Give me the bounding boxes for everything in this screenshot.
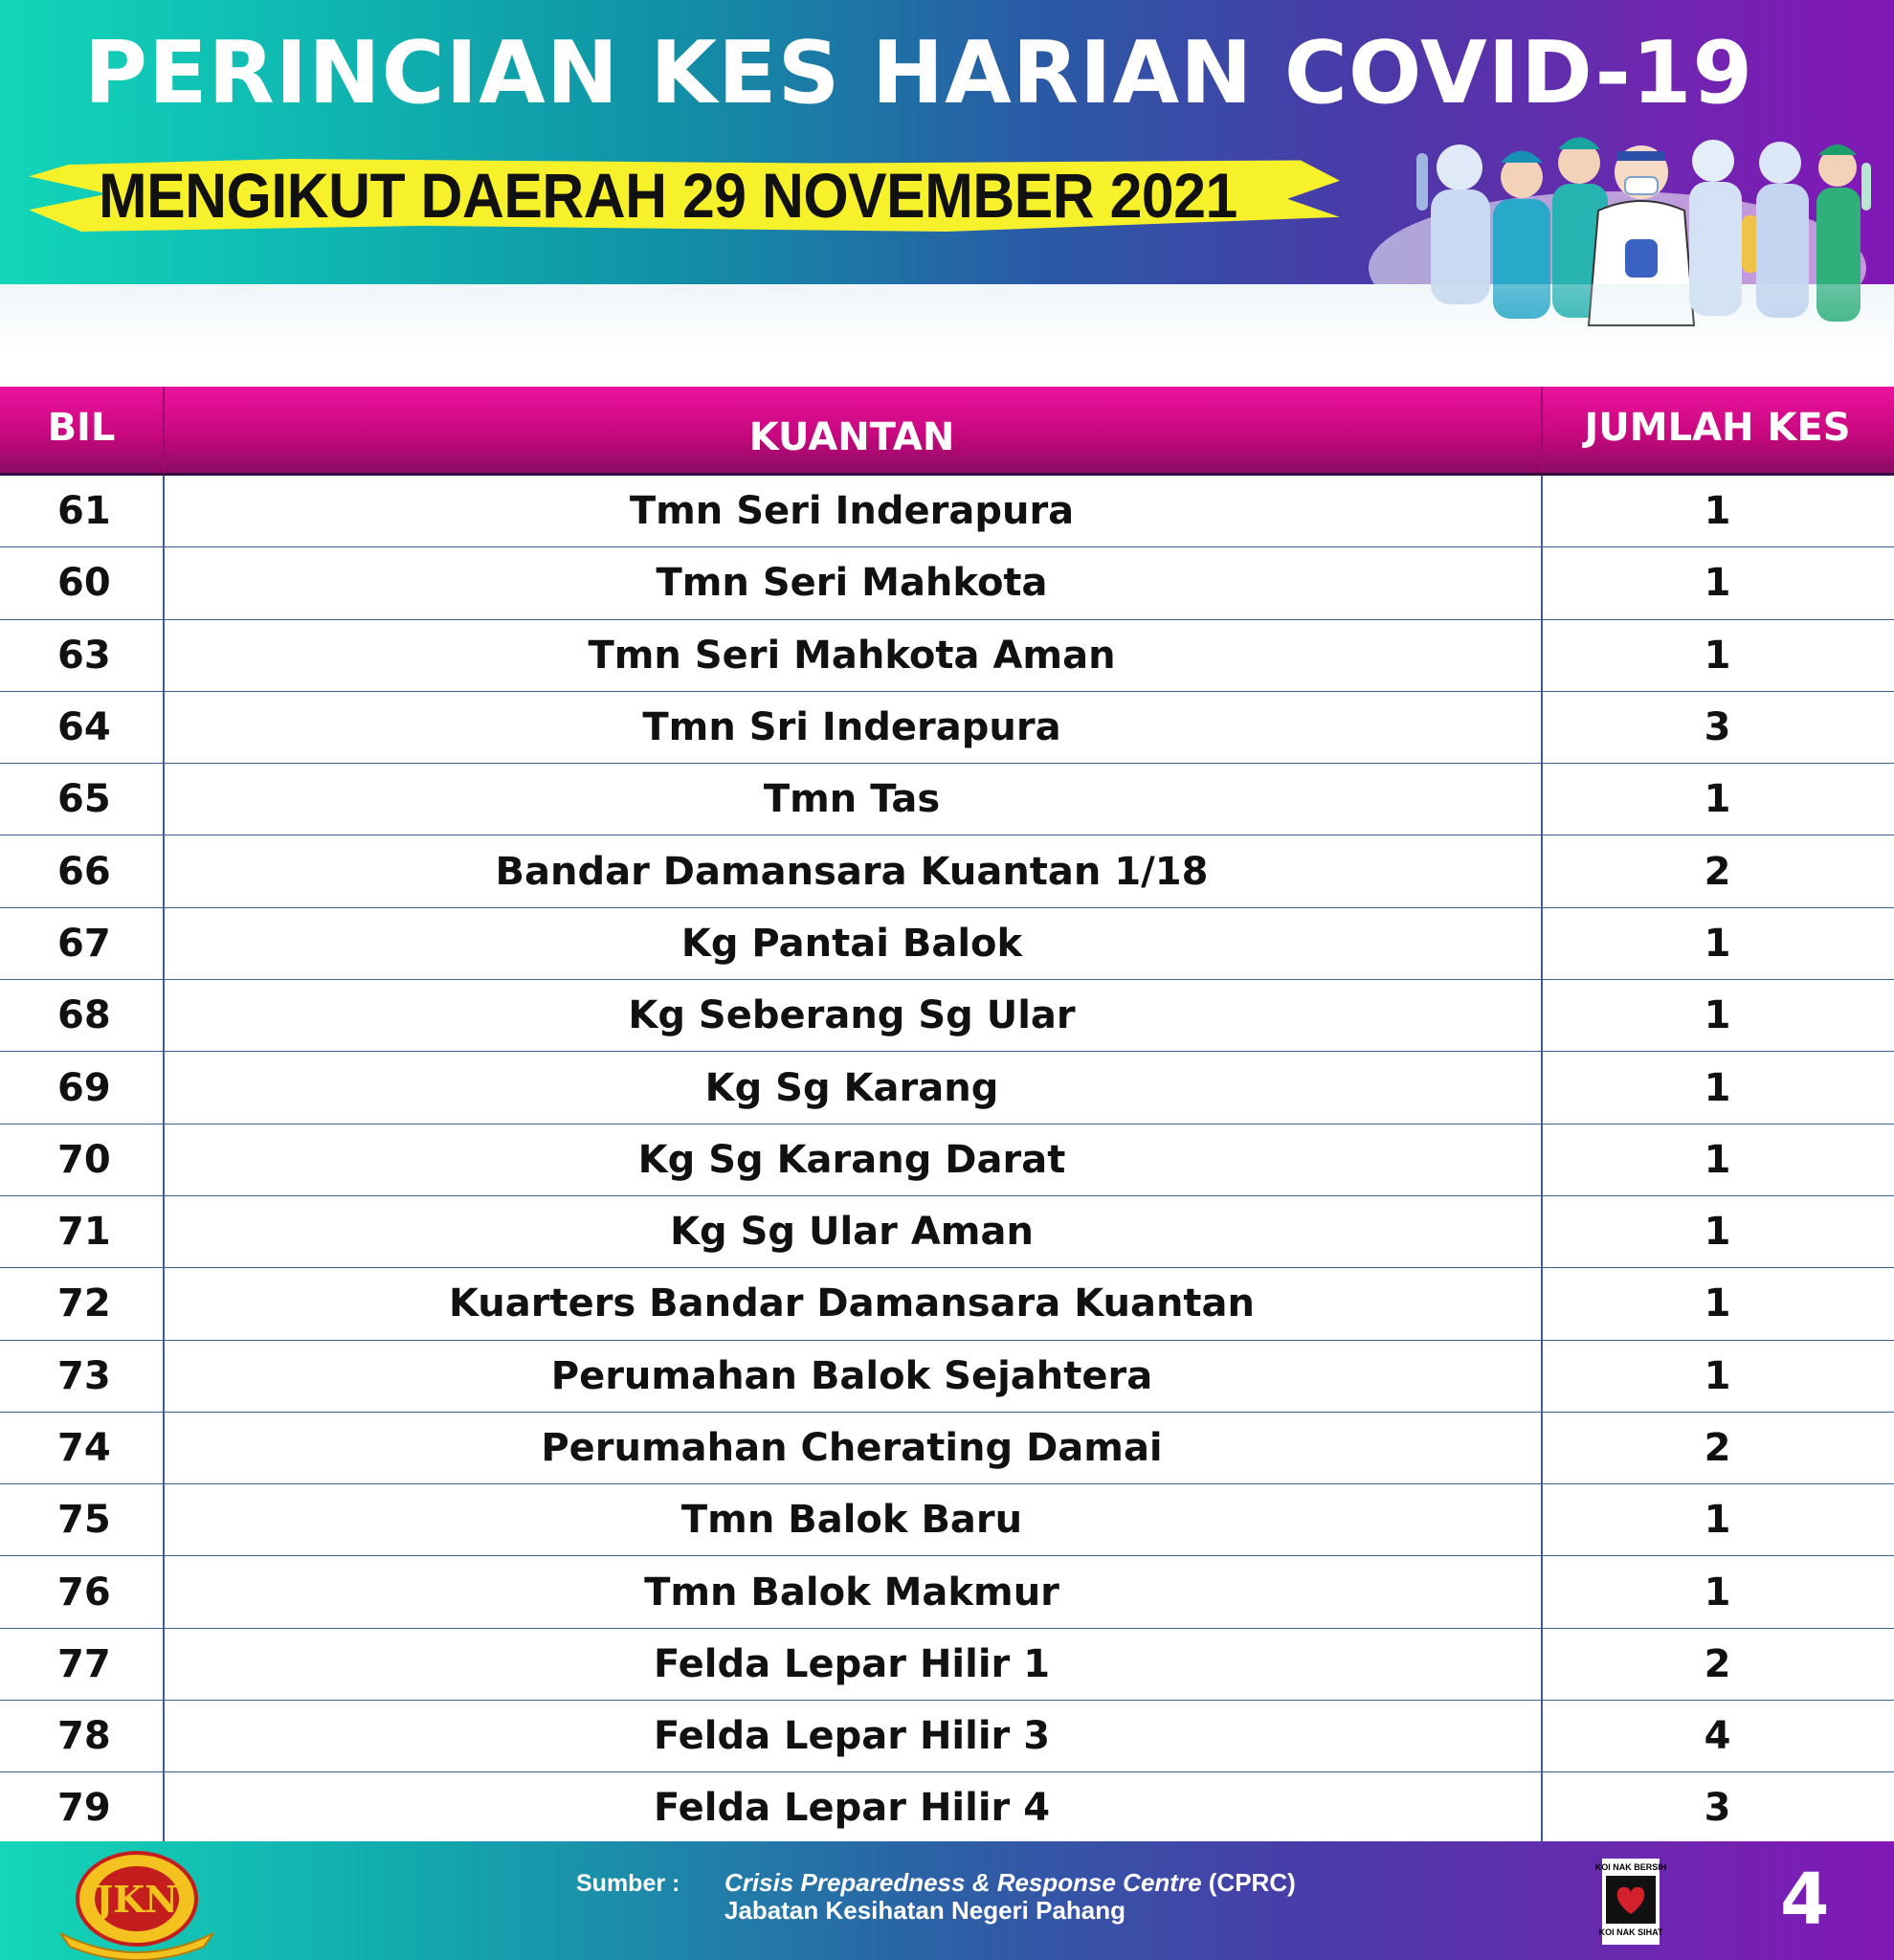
row-location: Perumahan Balok Sejahtera — [550, 1353, 1153, 1398]
table-row — [0, 1629, 1894, 1701]
row-bil: 77 — [57, 1641, 111, 1686]
row-location: Felda Lepar Hilir 3 — [653, 1714, 1051, 1759]
row-location: Tmn Sri Inderapura — [642, 705, 1061, 750]
cases-table — [0, 387, 1894, 1845]
row-cases: 1 — [1704, 921, 1731, 966]
header-jumlah-kes: JUMLAH KES — [1584, 406, 1851, 450]
row-location: Tmn Balok Makmur — [644, 1570, 1059, 1615]
table-row — [0, 1268, 1894, 1340]
row-cases: 1 — [1704, 993, 1731, 1038]
row-location: Tmn Seri Inderapura — [629, 489, 1075, 534]
row-location: Kg Sg Karang — [704, 1065, 999, 1110]
row-cases: 1 — [1704, 1353, 1731, 1398]
source-org — [724, 1868, 1296, 1898]
header-banner — [0, 0, 1894, 284]
row-cases: 1 — [1704, 633, 1731, 678]
row-location: Felda Lepar Hilir 4 — [653, 1786, 1051, 1831]
page-title: PERINCIAN KES HARIAN COVID-19 — [84, 23, 1754, 123]
row-bil: 71 — [57, 1210, 111, 1255]
table-row — [0, 692, 1894, 764]
source-org-abbr: (CPRC) — [1201, 1868, 1296, 1897]
row-bil: 63 — [57, 633, 111, 678]
jkn-logo-lettering: JKN — [96, 1878, 178, 1921]
source-label: Sumber : — [576, 1870, 680, 1897]
row-bil: 73 — [57, 1353, 111, 1398]
source-org-name: Crisis Preparedness & Response Centre — [724, 1868, 1202, 1897]
row-bil: 61 — [57, 489, 111, 534]
table-row — [0, 1413, 1894, 1484]
header-bil: BIL — [47, 406, 116, 450]
table-row — [0, 1484, 1894, 1556]
row-cases: 1 — [1704, 1498, 1731, 1543]
table-row — [0, 1701, 1894, 1772]
row-cases: 2 — [1704, 849, 1731, 894]
row-location: Tmn Tas — [763, 777, 941, 822]
row-cases: 1 — [1704, 777, 1731, 822]
table-header — [0, 387, 1894, 476]
koi-nak-sihat-logo — [1594, 1859, 1667, 1945]
row-cases: 4 — [1704, 1714, 1731, 1759]
row-bil: 79 — [57, 1786, 111, 1831]
table-row — [0, 1196, 1894, 1268]
row-bil: 67 — [57, 921, 111, 966]
footer-bar — [0, 1841, 1894, 1960]
row-location: Kg Seberang Sg Ular — [628, 993, 1076, 1038]
koi-top-text: KOI NAK BERSIH — [1594, 1862, 1667, 1872]
row-cases: 1 — [1704, 1137, 1731, 1182]
row-cases: 3 — [1704, 705, 1731, 750]
table-row — [0, 1341, 1894, 1413]
row-bil: 74 — [57, 1426, 111, 1470]
row-cases: 1 — [1704, 1281, 1731, 1326]
row-cases: 2 — [1704, 1426, 1731, 1470]
row-bil: 60 — [57, 561, 111, 606]
table-row — [0, 908, 1894, 980]
koi-bottom-text: KOI NAK SIHAT — [1598, 1927, 1663, 1937]
row-location: Kg Sg Karang Darat — [637, 1137, 1066, 1182]
row-bil: 65 — [57, 777, 111, 822]
row-bil: 68 — [57, 993, 111, 1038]
table-row — [0, 835, 1894, 907]
row-bil: 69 — [57, 1065, 111, 1110]
row-bil: 70 — [57, 1137, 111, 1182]
jkn-logo — [56, 1849, 218, 1954]
row-location: Felda Lepar Hilir 1 — [653, 1641, 1051, 1686]
row-cases: 1 — [1704, 489, 1731, 534]
header-district: KUANTAN — [748, 415, 955, 459]
row-location: Bandar Damansara Kuantan 1/18 — [495, 849, 1209, 894]
row-cases: 3 — [1704, 1786, 1731, 1831]
table-row — [0, 1772, 1894, 1844]
table-row — [0, 980, 1894, 1052]
row-location: Tmn Seri Mahkota Aman — [588, 633, 1116, 678]
row-cases: 2 — [1704, 1641, 1731, 1686]
table-row — [0, 1125, 1894, 1196]
row-location: Perumahan Cherating Damai — [541, 1426, 1163, 1470]
row-bil: 76 — [57, 1570, 111, 1615]
table-body — [0, 476, 1894, 1845]
table-row — [0, 1052, 1894, 1124]
table-row — [0, 547, 1894, 619]
row-cases: 1 — [1704, 1570, 1731, 1615]
row-cases: 1 — [1704, 1210, 1731, 1255]
row-location: Kg Sg Ular Aman — [670, 1210, 1034, 1255]
page-number: 4 — [1780, 1859, 1830, 1941]
table-row — [0, 620, 1894, 692]
row-location: Tmn Balok Baru — [680, 1498, 1023, 1543]
row-bil: 64 — [57, 705, 111, 750]
row-bil: 66 — [57, 849, 111, 894]
table-row — [0, 476, 1894, 547]
source-department: Jabatan Kesihatan Negeri Pahang — [724, 1896, 1126, 1925]
row-bil: 78 — [57, 1714, 111, 1759]
page-subtitle: MENGIKUT DAERAH 29 NOVEMBER 2021 — [99, 160, 1237, 231]
banner-cloud-edge — [0, 284, 1894, 351]
row-bil: 72 — [57, 1281, 111, 1326]
row-cases: 1 — [1704, 561, 1731, 606]
row-location: Tmn Seri Mahkota — [656, 561, 1048, 606]
row-cases: 1 — [1704, 1065, 1731, 1110]
row-location: Kg Pantai Balok — [680, 921, 1023, 966]
row-location: Kuarters Bandar Damansara Kuantan — [448, 1281, 1256, 1326]
row-bil: 75 — [57, 1498, 111, 1543]
table-row — [0, 1556, 1894, 1628]
table-row — [0, 764, 1894, 835]
